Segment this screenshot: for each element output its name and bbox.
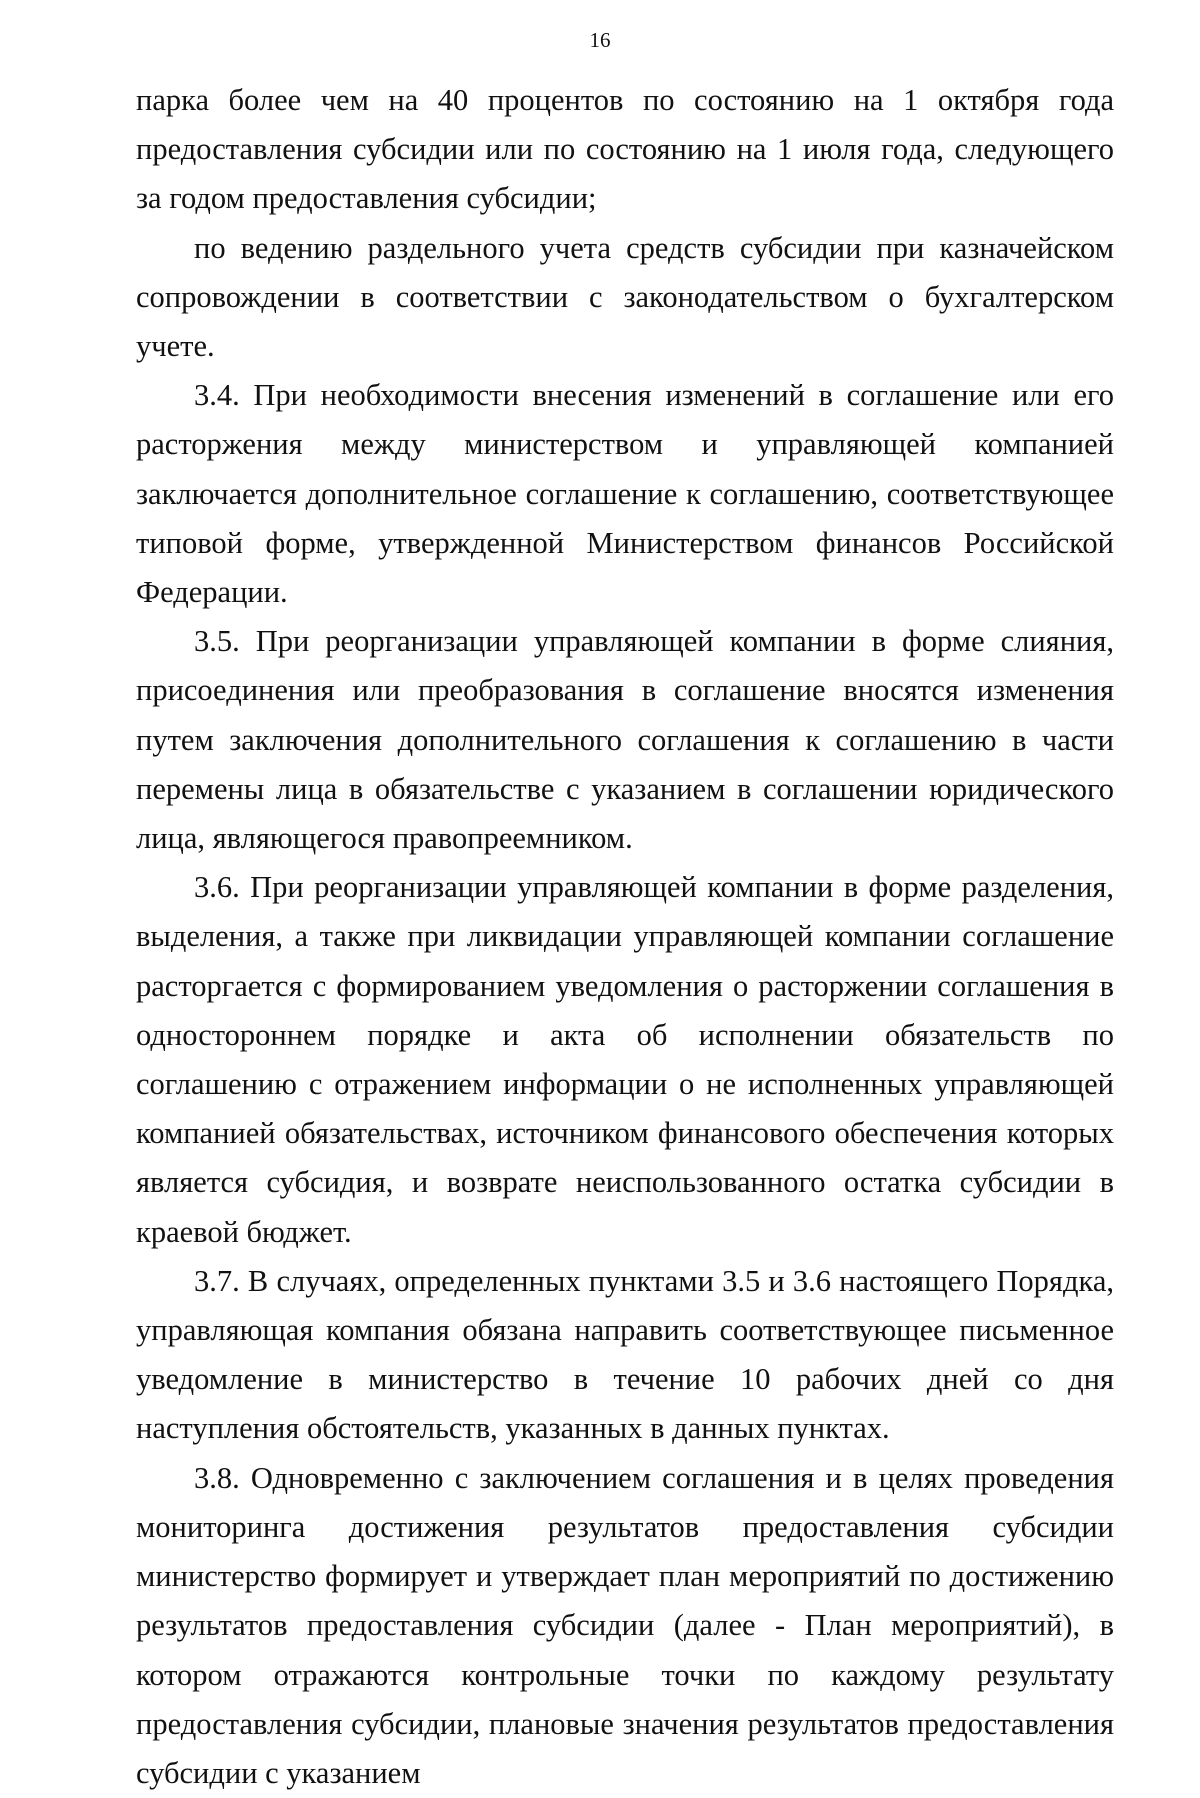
- paragraph-3-8: 3.8. Одновременно с заключением соглашения и в целях проведения мониторинга достижения результатов предоставления субсидии министерство формирует и утверждает план мероприятий по достижению результатов предоставления субсидии (далее - План мероприятий), в котором отражаются контрольные точки по каждому результату предоставления субсидии, плановые значения результатов предоставления субсидии с указанием: [136, 1460, 1114, 1790]
- paragraph-separate-accounting: по ведению раздельного учета средств субсидии при казначейском сопровождении в соответствии с законодательством о бухгалтерском учете.: [136, 230, 1114, 364]
- paragraph-3-5: 3.5. При реорганизации управляющей компании в форме слияния, присоединения или преобразования в соглашение вносятся изменения путем заключения дополнительного соглашения к соглашению в части перемены лица в обязательстве с указанием в соглашении юридического лица, являющегося правопреемником.: [136, 624, 1114, 856]
- paragraph-3-6: 3.6. При реорганизации управляющей компании в форме разделения, выделения, а также при ликвидации управляющей компании соглашение расторгается с формированием уведомления о расторжении соглашения в одностороннем порядке и акта об исполнении обязательств по соглашению с отражением информации о не исполненных управляющей компанией обязательствах, источником финансового обеспечения которых является субсидия, и возврате неиспользованного остатка субсидии в краевой бюджет.: [136, 870, 1114, 1249]
- page-number: 16: [589, 28, 611, 52]
- paragraph-3-4: 3.4. При необходимости внесения изменений в соглашение или его расторжения между министерством и управляющей компанией заключается дополнительное соглашение к соглашению, соответствующее типовой форме, утвержденной Министерством финансов Российской Федерации.: [136, 378, 1114, 610]
- document-body: [136, 76, 1114, 1798]
- paragraph-3-7: 3.7. В случаях, определенных пунктами 3.5 и 3.6 настоящего Порядка, управляющая компания обязана направить соответствующее письменное уведомление в министерство в течение 10 рабочих дней со дня наступления обстоятельств, указанных в данных пунктах.: [136, 1263, 1114, 1446]
- paragraph-continuation: парка более чем на 40 процентов по состоянию на 1 октября года предоставления субсидии или по состоянию на 1 июля года, следующего за годом предоставления субсидии;: [136, 83, 1114, 216]
